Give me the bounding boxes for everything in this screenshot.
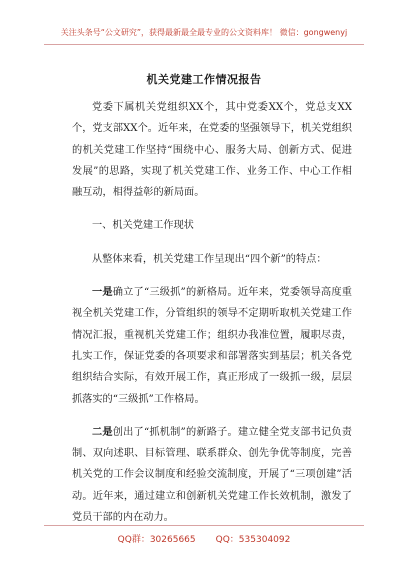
section-heading: 一、机关党建工作现状: [92, 220, 194, 232]
footer-contact: [0, 532, 408, 545]
intro-paragraph: 党委下属机关党组织XX个，其中党委XX个，党总支XX个，党支部XX个。近年来，在党委的坚强领导下，机关党组织的机关党建工作坚持“围绕中心、服务大局、创新方式、促进发展”的思路，实现了机关党建工作、业务工作、中心工作相融互动，相得益彰的新局面。: [72, 102, 352, 199]
section-lead-paragraph: 从整体来看，机关党建工作呈现出“四个新”的特点：: [92, 253, 327, 265]
document-body: [72, 97, 352, 528]
point-one-label: 一是: [92, 286, 113, 299]
point-two-label: 二是: [92, 425, 113, 438]
header-note: 关注头条号“公文研究”，获得最新最全最专业的公文资料库！ 微信：gongwenyj: [60, 28, 348, 37]
point-two-paragraph: [72, 422, 352, 528]
point-one-paragraph: [72, 282, 352, 410]
header-divider: [44, 44, 364, 45]
footer-divider: [44, 525, 364, 526]
document-title: 机关党建工作情况报告: [146, 73, 262, 86]
point-one-text: 确立了“三级抓”的新格局。近年来，党委领导高度重视全机关党建工作，分管组织的领导不定期听取机关党建工作情况汇报，重视机关党建工作；组织办我准位置，履职尽责，扎实工作，保证党委的各项要求和部署落实到基层；机关各党组织结合实际，有效开展工作，真正形成了一级抓一级，层层抓落实的“三级抓”工作格局。: [72, 287, 352, 405]
footer-qq: QQ：535304092: [215, 535, 291, 545]
point-two-text: 创出了“抓机制”的新路子。建立健全党支部书记负责制、双向述职、目标管理、联系群众、创先争优等制度，完善机关党的工作会议制度和经验交流制度，开展了“三项创建”活动。近年来，通过建立和创新机关党建工作长效机制，激发了党员干部的内在动力。: [72, 426, 352, 524]
footer-qq-group: QQ群：30265665: [117, 535, 196, 545]
